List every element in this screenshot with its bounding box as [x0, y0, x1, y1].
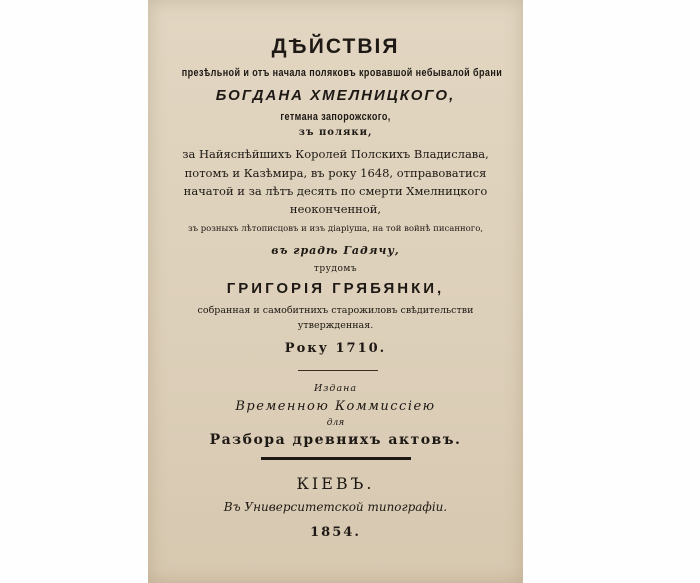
- city-name: КІЕВЪ.: [296, 474, 375, 493]
- body-line-3: начатой и за лѣтъ десять по смерти Хмелницкого: [183, 184, 488, 198]
- short-divider: [298, 370, 378, 371]
- confirmed-line: утвержденная.: [297, 320, 374, 331]
- commission-line: Временною Коммиссіею: [235, 399, 436, 414]
- with-poles-line: зъ поляки,: [298, 127, 373, 138]
- acts-line: Разбора древнихъ актовъ.: [209, 432, 462, 448]
- hetman-name: БОГДАНА ХМЕЛНИЦКОГО,: [215, 87, 456, 104]
- subtitle-line: презѣльной и отъ начала поляковъ кровавшой небывалой брани: [181, 67, 503, 79]
- publication-year: 1854.: [310, 525, 361, 540]
- thick-divider: [261, 457, 411, 460]
- compiled-line: собранная и самобитнихъ старожиловъ свѣдительстви: [197, 305, 474, 316]
- body-line-1: за Найяснѣйшихъ Королей Полскихъ Владислава,: [182, 147, 489, 161]
- body-line-4: неоконченной,: [289, 202, 382, 216]
- page-title: ДѢЙСТВІЯ: [271, 35, 400, 58]
- place-line: въ градѣ Гадячу,: [271, 244, 400, 257]
- for-label: для: [326, 418, 345, 428]
- labor-line: трудомъ: [313, 264, 358, 274]
- body-line-2: потомъ и Казѣмира, въ року 1648, отправоватися: [184, 166, 487, 180]
- sources-line: зъ розныхъ лѣтописцовъ и изъ діаріуша, на той войнѣ писанного,: [187, 224, 484, 234]
- year-line: Року 1710.: [284, 341, 387, 356]
- title-page: [148, 0, 523, 583]
- hetman-title: гетмана запорожского,: [280, 111, 391, 123]
- press-line: Въ Университетской типографіи.: [223, 500, 448, 514]
- author-name: ГРИГОРІЯ ГРЯБЯНКИ,: [226, 280, 445, 297]
- published-label: Издана: [313, 383, 358, 394]
